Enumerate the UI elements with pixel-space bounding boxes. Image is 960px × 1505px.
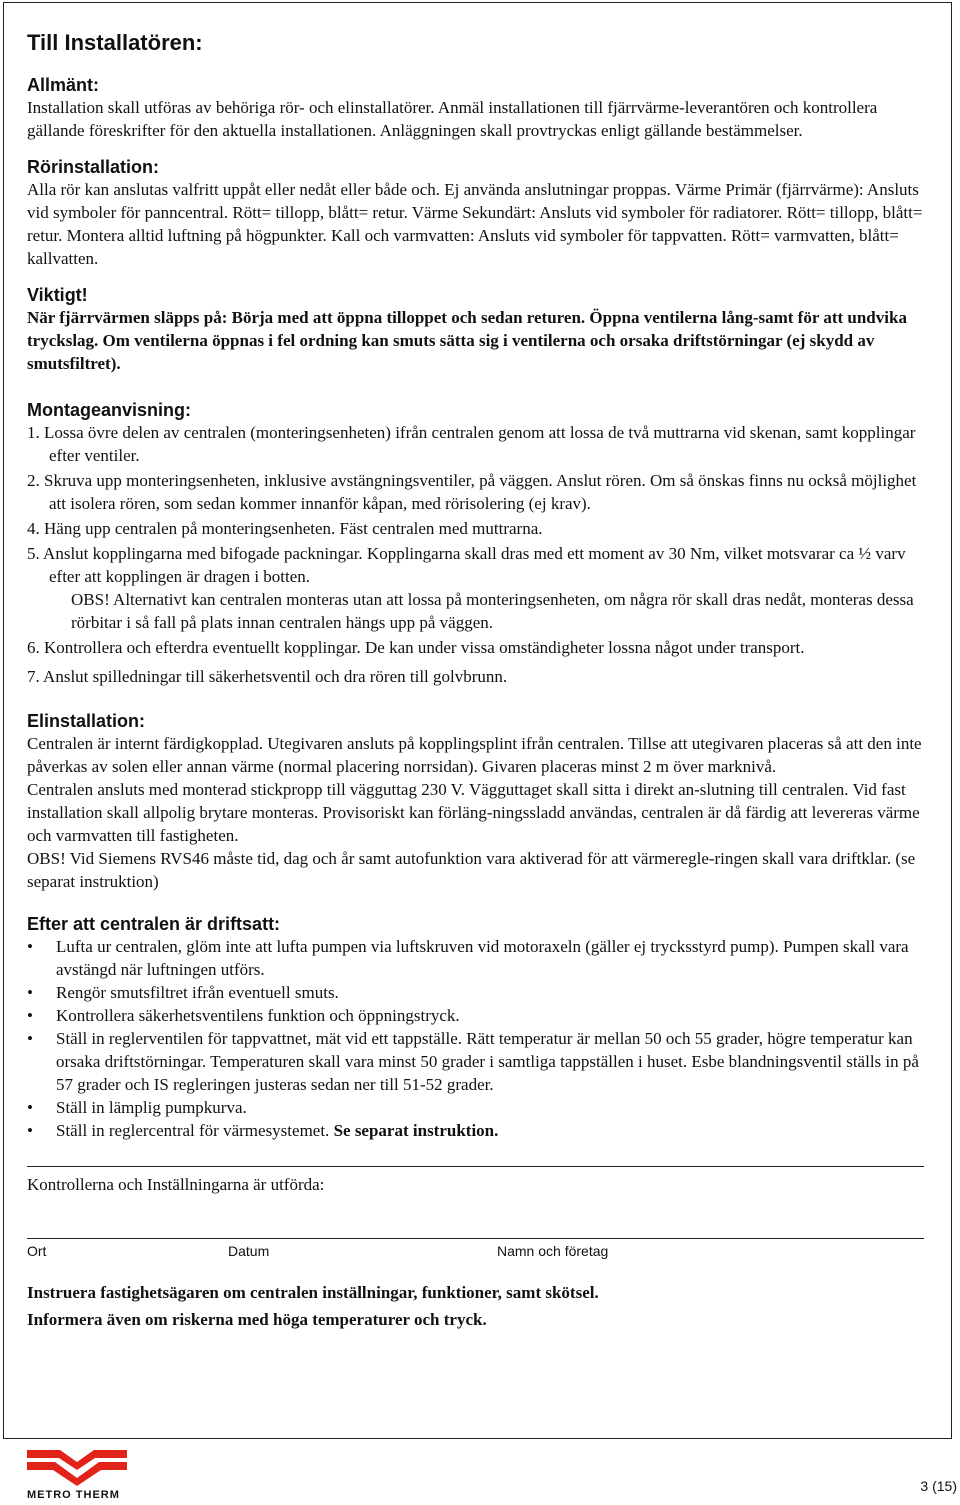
signature-line (27, 1238, 924, 1239)
section-text: Centralen är internt färdigkopplad. Utegivaren ansluts på kopplingsplint ifrån centralen. Tillse att utegivaren placeras så att den inte påverkas av solen eller annan värme (normal placering norrsidan). Givaren placeras minst 2 m över marknivå. (27, 734, 922, 776)
instruction-line: Instruera fastighetsägaren om centralen inställningar, funktioner, samt skötsel. (27, 1283, 599, 1302)
section-heading: Rörinstallation: (27, 157, 160, 177)
list-item: • Ställ in reglercentral för värmesystemet. Se separat instruktion. (27, 1121, 499, 1140)
obs-note: OBS! Alternativt kan centralen monteras utan att lossa på monteringsenheten, om några rör skall dras nedåt, monteras dessa rörbitar i så fall på plats innan centralen hängs upp på väggen. (71, 590, 914, 632)
bullet-icon: • (27, 1006, 33, 1025)
list-item: 6. Kontrollera och efterdra eventuellt kopplingar. De kan under vissa omständigheter lossna något under transport. (27, 638, 805, 657)
bullet-icon: • (27, 1029, 33, 1048)
page-title: Till Installatören: (27, 30, 203, 55)
list-item: • Rengör smutsfiltret ifrån eventuell smuts. (27, 983, 339, 1002)
section-text: OBS! Vid Siemens RVS46 måste tid, dag och år samt autofunktion vara aktiverad för att värmeregle-ringen skall vara driftklar. (se separat instruktion) (27, 849, 916, 891)
list-item: 7. Anslut spilledningar till säkerhetsventil och dra rören till golvbrunn. (27, 667, 508, 686)
section-allmant (27, 74, 927, 142)
list-item: • Ställ in lämplig pumpkurva. (27, 1098, 247, 1117)
section-heading: Viktigt! (27, 285, 88, 305)
section-heading: Allmänt: (27, 75, 99, 95)
list-item: 4. Häng upp centralen på monteringsenheten. Fäst centralen med muttrarna. (27, 519, 543, 538)
section-text: Installation skall utföras av behöriga rör- och elinstallatörer. Anmäl installationen till fjärrvärme-leverantören och kontrollera gällande föreskrifter för den aktuella installationen. Anläggningen skall provtryckas enligt gällande bestämmelser. (27, 98, 878, 140)
section-viktigt (27, 284, 927, 375)
section-elinstallation (27, 710, 927, 893)
list-item: 1. Lossa övre delen av centralen (monteringsenheten) ifrån centralen genom att lossa de två muttrarna vid skenan, samt kopplingar efter ventiler. (27, 423, 916, 465)
logo-mark-icon (27, 1450, 127, 1494)
list-item: 2. Skruva upp monteringsenheten, inklusive avstängningsventiler, på väggen. Anslut rören. Om så önskas finns nu också möjlighet att isolera rören, som sedan kommer innanför kåpan, med rörisolering (ej krav). (27, 471, 917, 513)
bullet-icon: • (27, 1121, 33, 1140)
section-heading: Elinstallation: (27, 711, 146, 731)
bullet-icon: • (27, 983, 33, 1002)
warning-text: När fjärrvärmen släpps på: Börja med att öppna tilloppet och sedan returen. Öppna ventilerna lång-samt för att undvika tryckslag. Om ventilerna öppnas i fel ordning kan smuts sätta sig i ventilerna och orsaka driftstörningar (ej skydd av smutsfiltret). (27, 308, 907, 373)
section-heading: Efter att centralen är driftsatt: (27, 914, 281, 934)
metro-therm-logo (27, 1448, 127, 1500)
section-text: Alla rör kan anslutas valfritt uppåt eller nedåt eller både och. Ej använda anslutningar proppas. Värme Primär (fjärrvärme): Ansluts vid symboler för panncentral. Rött= tillopp, blått= retur. Värme Sekundärt: Ansluts vid symboler för radiatorer. Rött= tillopp, blått= retur. Montera alltid luftning på högpunkter. Kall och varmvatten: Ansluts vid symboler för tappvatten. Rött= varmvatten, blått= kallvatten. (27, 180, 923, 268)
step-text: 5. Anslut kopplingarna med bifogade packningar. Kopplingarna skall dras med ett moment av 30 Nm, vilket motsvarar ca ½ varv efter att kopplingen är dragen i botten. (27, 544, 906, 586)
montage-steps (27, 421, 927, 688)
namn-label: Namn och företag (497, 1243, 609, 1259)
list-item: • Ställ in reglerventilen för tappvattnet, mät vid ett tappställe. Rätt temperatur är mellan 50 och 55 grader, högre temperatur kan orsaka driftstörningar. Temperaturen skall vara minst 50 grader i samtliga tappställen i huset. Esbe blandningsventil ställs in på 57 grader och IS regleringen justeras sedan ner till 51-52 grader. (27, 1029, 919, 1094)
document-body (27, 30, 927, 1331)
logo-text: METRO THERM (27, 1489, 120, 1500)
section-text: Centralen ansluts med monterad stickpropp till vägguttag 230 V. Vägguttaget skall sitta i direkt an-slutning till centralen. Vid fast installation skall allpolig brytare monteras. Provisoriskt kan förläng-ningssladd användas, centralen är då färdig att levereras värme och varmvatten till fastigheten. (27, 780, 920, 845)
checklist (27, 935, 927, 1142)
section-montage (27, 399, 927, 688)
list-item: • Kontrollera säkerhetsventilens funktion och öppningstryck. (27, 1006, 460, 1025)
page-number: 3 (15) (920, 1478, 957, 1494)
ort-label: Ort (27, 1243, 47, 1259)
divider (27, 1166, 924, 1167)
list-item: • Lufta ur centralen, glöm inte att lufta pumpen via luftskruven vid motoraxeln (gäller ej trycksstyrd pump). Pumpen skall vara avstängd när luftningen utförs. (27, 937, 909, 979)
section-efter (27, 913, 927, 1142)
bullet-icon: • (27, 937, 33, 956)
bullet-icon: • (27, 1098, 33, 1117)
signoff-label: Kontrollerna och Inställningarna är utförda: (27, 1175, 325, 1194)
section-heading: Montageanvisning: (27, 400, 192, 420)
signature-labels (27, 1243, 927, 1263)
datum-label: Datum (228, 1243, 270, 1259)
list-item (27, 542, 927, 634)
instruction-line: Informera även om riskerna med höga temperaturer och tryck. (27, 1310, 487, 1329)
section-rorinstallation (27, 156, 927, 270)
